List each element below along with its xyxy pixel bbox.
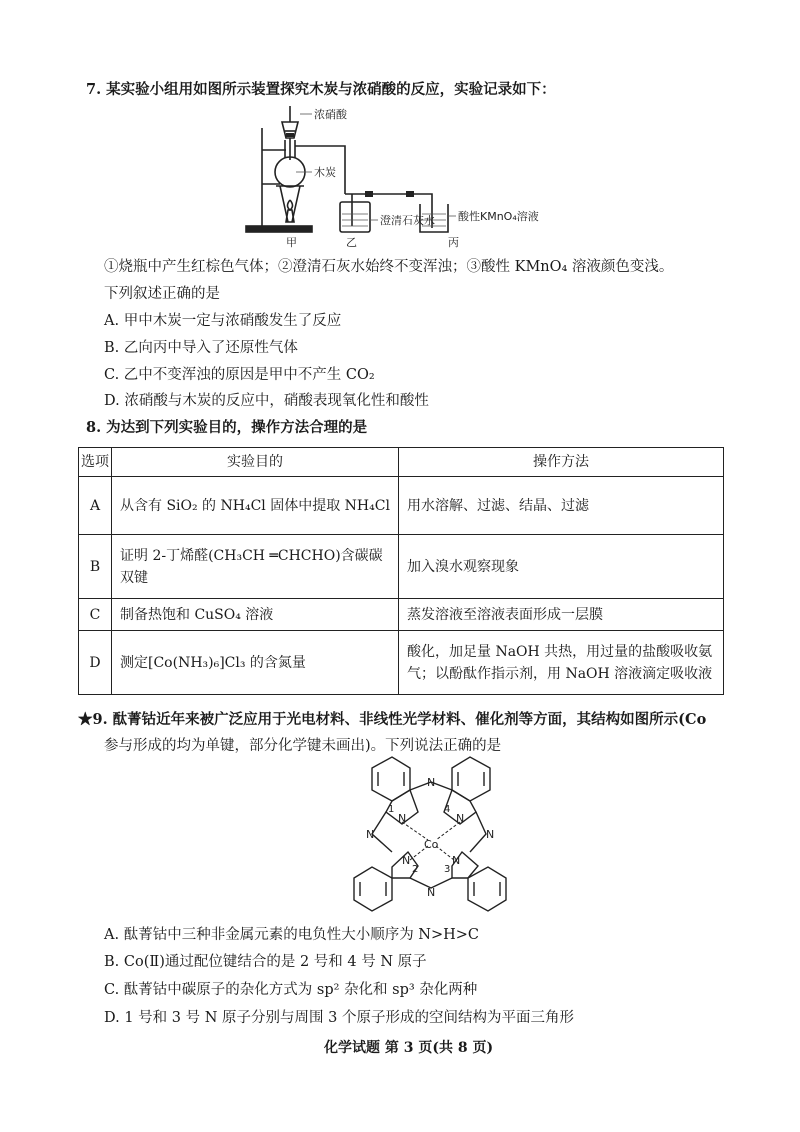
row-option: D: [79, 631, 112, 695]
n-meso-top: N: [427, 776, 436, 789]
num-3: 3: [444, 864, 451, 875]
header-goal: 实验目的: [112, 448, 399, 477]
row-goal: 制备热饱和 CuSO₄ 溶液: [112, 599, 399, 631]
q9-stem-line1: ★9. 酞菁钴近年来被广泛应用于光电材料、非线性光学材料、催化剂等方面，其结构如图所示(Co: [78, 711, 707, 728]
row-option: C: [79, 599, 112, 631]
row-method: 用水溶解、过滤、结晶、过滤: [399, 477, 724, 535]
q7-record: ①烧瓶中产生红棕色气体；②澄清石灰水始终不变浑浊；③酸性 KMnO₄ 溶液颜色变浅。: [104, 259, 674, 275]
n-2: N: [402, 854, 411, 867]
row-method: 酸化，加足量 NaOH 共热，用过量的盐酸吸收氨气；以酚酞作指示剂，用 NaOH 溶液滴定吸收液: [399, 631, 724, 695]
co-atom: Co: [424, 838, 439, 851]
num-1: 1: [388, 804, 395, 815]
row-goal: 从含有 SiO₂ 的 NH₄Cl 固体中提取 NH₄Cl: [112, 477, 399, 535]
q7-option-a: A. 甲中木炭一定与浓硝酸发生了反应: [104, 313, 342, 329]
q9-option-d: D. 1 号和 3 号 N 原子分别与周围 3 个原子形成的空间结构为平面三角形: [104, 1010, 574, 1026]
row-method: 加入溴水观察现象: [399, 535, 724, 599]
n-1: N: [398, 812, 407, 825]
label-bing: 丙: [448, 236, 459, 249]
q8-stem: 8. 为达到下列实验目的，操作方法合理的是: [86, 419, 368, 436]
q7-stem: 7. 某实验小组用如图所示装置探究木炭与浓硝酸的反应，实验记录如下：: [86, 81, 556, 98]
q9-stem-line2: 参与形成的均为单键，部分化学键未画出)。下列说法正确的是: [104, 738, 502, 754]
n-meso-left: N: [366, 828, 375, 841]
q9-option-c: C. 酞菁钴中碳原子的杂化方式为 sp² 杂化和 sp³ 杂化两种: [104, 982, 478, 998]
row-method: 蒸发溶液至溶液表面形成一层膜: [399, 599, 724, 631]
label-limewater: 澄清石灰水: [380, 214, 435, 227]
label-yi: 乙: [346, 236, 357, 249]
q7-option-d: D. 浓硝酸与木炭的反应中，硝酸表现氧化性和酸性: [104, 393, 429, 409]
row-option: B: [79, 535, 112, 599]
q9-option-a: A. 酞菁钴中三种非金属元素的电负性大小顺序为 N>H>C: [104, 927, 480, 943]
label-kmno4: 酸性KMnO₄溶液: [458, 210, 539, 223]
page-footer: 化学试题 第 3 页(共 8 页): [324, 1040, 494, 1056]
num-4: 4: [444, 804, 451, 815]
label-jia: 甲: [286, 236, 297, 249]
num-2: 2: [412, 864, 419, 875]
row-goal: 测定[Co(NH₃)₆]Cl₃ 的含氮量: [112, 631, 399, 695]
n-4: N: [456, 812, 465, 825]
header-method: 操作方法: [399, 448, 724, 477]
header-option: 选项: [79, 448, 112, 477]
row-goal: 证明 2-丁烯醛(CH₃CH ═CHCHO)含碳碳双键: [112, 535, 399, 599]
q9-option-b: B. Co(Ⅱ)通过配位键结合的是 2 号和 4 号 N 原子: [104, 954, 427, 970]
n-meso-right: N: [486, 828, 495, 841]
n-meso-bottom: N: [427, 886, 436, 899]
q7-option-b: B. 乙向丙中导入了还原性气体: [104, 340, 298, 356]
q7-option-c: C. 乙中不变浑浊的原因是甲中不产生 CO₂: [104, 367, 375, 383]
label-carbon: 木炭: [314, 166, 336, 179]
n-3: N: [452, 854, 461, 867]
label-acid: 浓硝酸: [314, 108, 347, 121]
q7-ask: 下列叙述正确的是: [104, 286, 220, 302]
row-option: A: [79, 477, 112, 535]
